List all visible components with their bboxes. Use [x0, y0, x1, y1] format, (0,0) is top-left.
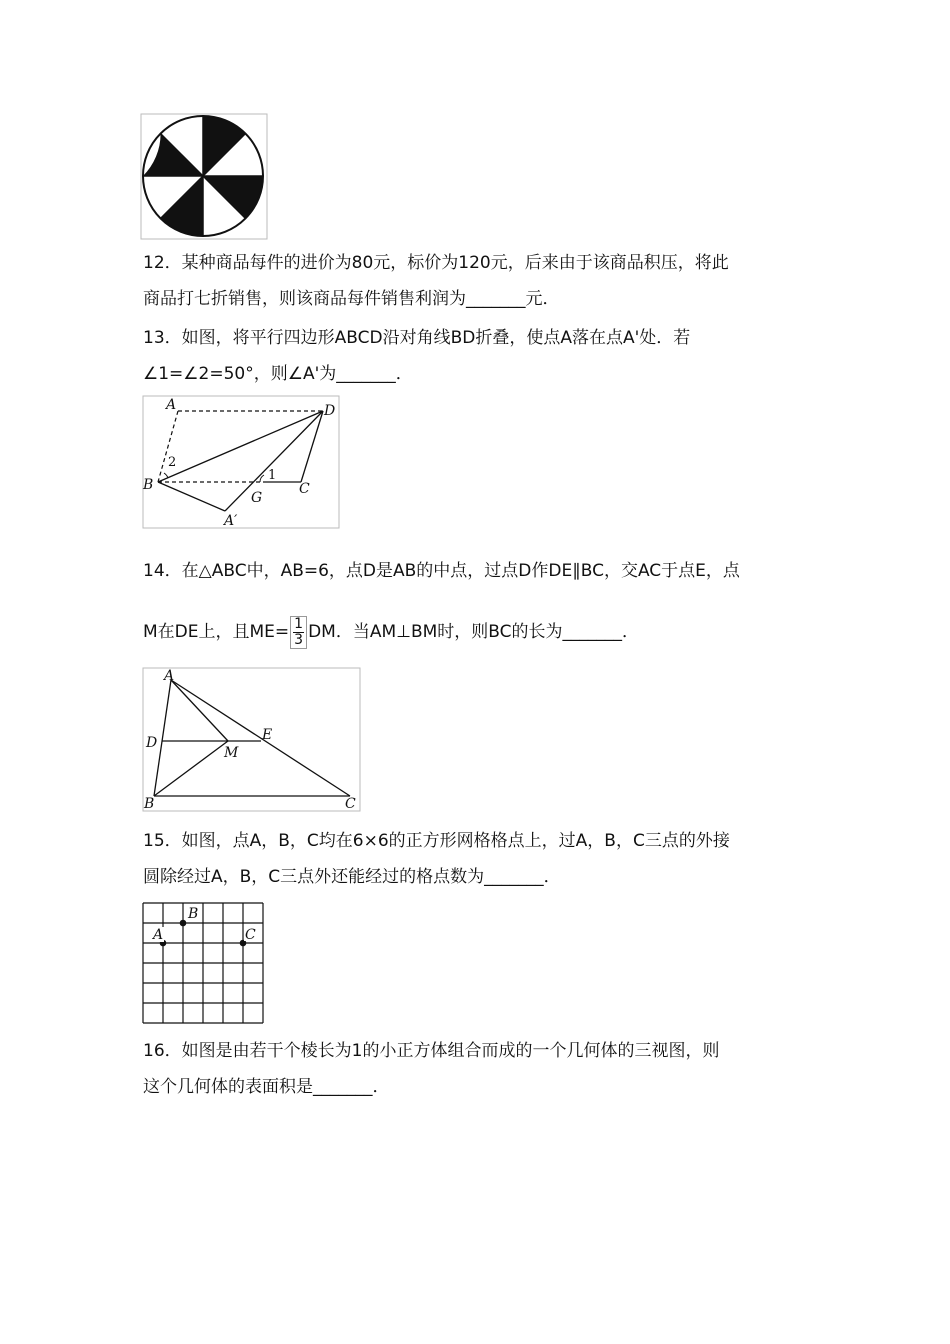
shaded-sector — [203, 116, 245, 176]
question-text-line: ∠1=∠2=50°，则∠A'为_______． — [143, 364, 413, 384]
folded-parallelogram-figure — [140, 393, 342, 531]
question-text-segment: M在DE上，且ME= — [143, 622, 290, 642]
point-label-c: C — [299, 481, 310, 497]
point-label-m: M — [224, 745, 239, 761]
point-label-e: E — [262, 727, 273, 743]
question-12 — [143, 245, 813, 317]
question-text-segment: DM．当AM⊥BM时，则BC的长为_______． — [308, 622, 640, 642]
question-13 — [143, 320, 813, 392]
question-14 — [143, 553, 813, 589]
angle-label-1: 1 — [268, 468, 277, 483]
point-label-c: C — [345, 796, 356, 812]
question-text-line: 14．在△ABC中，AB=6，点D是AB的中点，过点D作DE∥BC，交AC于点E，点 — [143, 561, 740, 581]
point-label-b: B — [188, 906, 199, 922]
question-text-line: 圆除经过A，B，C三点外还能经过的格点数为_______． — [143, 867, 561, 887]
question-text-line: 12．某种商品每件的进价为80元，标价为120元，后来由于该商品积压，将此 — [143, 253, 729, 273]
shaded-sector — [203, 176, 263, 218]
question-16 — [143, 1033, 813, 1105]
question-text-line: 16．如图是由若干个棱长为1的小正方体组合而成的一个几何体的三视图，则 — [143, 1041, 720, 1061]
square-grid-figure — [141, 901, 268, 1026]
grid-point-b — [180, 920, 187, 927]
sector-circle-figure — [140, 113, 270, 241]
point-label-g: G — [251, 490, 263, 506]
question-15 — [143, 823, 813, 895]
point-label-a: A — [164, 668, 175, 684]
point-label-a-prime: A′ — [224, 513, 238, 529]
point-label-a: A — [153, 927, 164, 943]
fraction-numerator: 1 — [294, 615, 304, 632]
point-label-c: C — [245, 927, 256, 943]
angle-label-2: 2 — [168, 455, 177, 470]
fraction-one-third — [290, 616, 307, 649]
point-label-b: B — [143, 477, 154, 493]
grid-lines — [143, 903, 263, 1023]
shaded-sector — [143, 134, 203, 176]
point-label-b: B — [144, 796, 155, 812]
point-label-d: D — [324, 403, 336, 419]
question-text-line: 13．如图，将平行四边形ABCD沿对角线BD折叠，使点A落在点A'处．若 — [143, 328, 691, 348]
question-14-line-2 — [143, 610, 813, 654]
question-text-line: 这个几何体的表面积是_______． — [143, 1077, 390, 1097]
fraction-denominator: 3 — [294, 631, 304, 648]
question-text-line: 商品打七折销售，则该商品每件销售利润为_______元． — [143, 289, 560, 309]
point-label-a: A — [166, 397, 177, 413]
triangle-midline-figure — [140, 665, 363, 813]
point-label-d: D — [146, 735, 158, 751]
question-text-line: 15．如图，点A，B，C均在6×6的正方形网格格点上，过A，B，C三点的外接 — [143, 831, 730, 851]
